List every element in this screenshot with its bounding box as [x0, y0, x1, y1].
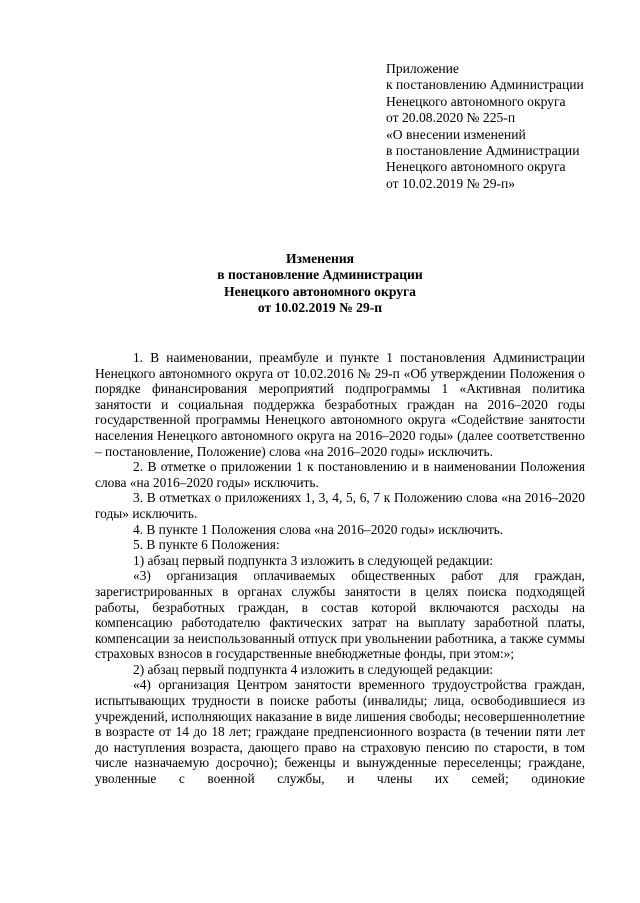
- appendix-line: от 20.08.2020 № 225-п: [386, 110, 516, 126]
- title-line: Изменения: [285, 251, 355, 266]
- paragraph-item-4: 4. В пункте 1 Положения слова «на 2016–2020 годы» исключить.: [133, 521, 504, 537]
- appendix-line: Приложение: [386, 61, 459, 76]
- paragraph-subitem-1: 1) абзац первый подпункта 3 изложить в следующей редакции:: [133, 552, 494, 568]
- document-title: [0, 251, 640, 317]
- title-line: в постановление Администрации: [217, 267, 423, 283]
- paragraph-item-1: 1. В наименовании, преамбуле и пункте 1 постановления Администрации Ненецкого автономного округа от 10.02.2016 № 29-п «Об утверждении Положения о порядке финансирования мероприятий подпрограммы 1 «Активная политика занятости и социальная поддержка безработных граждан на 2016–2020 годы государственной программы Ненецкого автономного округа «Содействие занятости населения Ненецкого автономного округа на 2016–2020 годы» (далее соответственно – постановление, Положение) слова «на 2016–2020 годы» исключить.: [95, 350, 585, 459]
- appendix-note: [386, 61, 626, 192]
- paragraph-item-2: 2. В отметке о приложении 1 к постановлению и в наименовании Положения слова «на 2016–2020 годы» исключить.: [95, 459, 585, 490]
- paragraph-item-5: 5. В пункте 6 Положения:: [133, 537, 280, 553]
- document-body: [95, 350, 585, 787]
- appendix-line: в постановление Администрации: [386, 143, 580, 159]
- paragraph-quote-3: «3) организация оплачиваемых общественных работ для граждан, зарегистрированных в органах службы занятости в целях поиска подходящей работы, безработных граждан, в состав которой включаются расходы на компенсацию работодателю фактических затрат на выплату заработной платы, компенсации за неиспользованный отпуск при увольнении работника, а также суммы страховых взносов в государственные внебюджетные фонды, при этом:»;: [95, 568, 585, 662]
- appendix-line: от 10.02.2019 № 29-п»: [386, 175, 516, 191]
- title-line: Ненецкого автономного округа: [224, 283, 416, 299]
- paragraph-subitem-2: 2) абзац первый подпункта 4 изложить в следующей редакции:: [133, 661, 494, 677]
- appendix-line: Ненецкого автономного округа: [386, 159, 566, 175]
- appendix-line: к постановлению Администрации: [386, 77, 584, 93]
- appendix-line: Ненецкого автономного округа: [386, 93, 566, 109]
- appendix-line: «О внесении изменений: [386, 126, 526, 142]
- paragraph-item-3: 3. В отметках о приложениях 1, 3, 4, 5, 6, 7 к Положению слова «на 2016–2020 годы» исключить.: [95, 490, 585, 521]
- paragraph-quote-4: «4) организация Центром занятости временного трудоустройства граждан, испытывающих трудности в поиске работы (инвалиды; лица, освободившиеся из учреждений, исполняющих наказание в виде лишения свободы; несовершеннолетние в возрасте от 14 до 18 лет; граждане предпенсионного возраста (в течении пяти лет до наступления возраста, дающего право на страховую пенсию по старости, в том числе назначаемую досрочно); беженцы и вынужденные переселенцы; граждане, уволенные с военной службы, и члены их семей; одинокие: [95, 677, 585, 787]
- title-line: от 10.02.2019 № 29-п: [257, 300, 383, 316]
